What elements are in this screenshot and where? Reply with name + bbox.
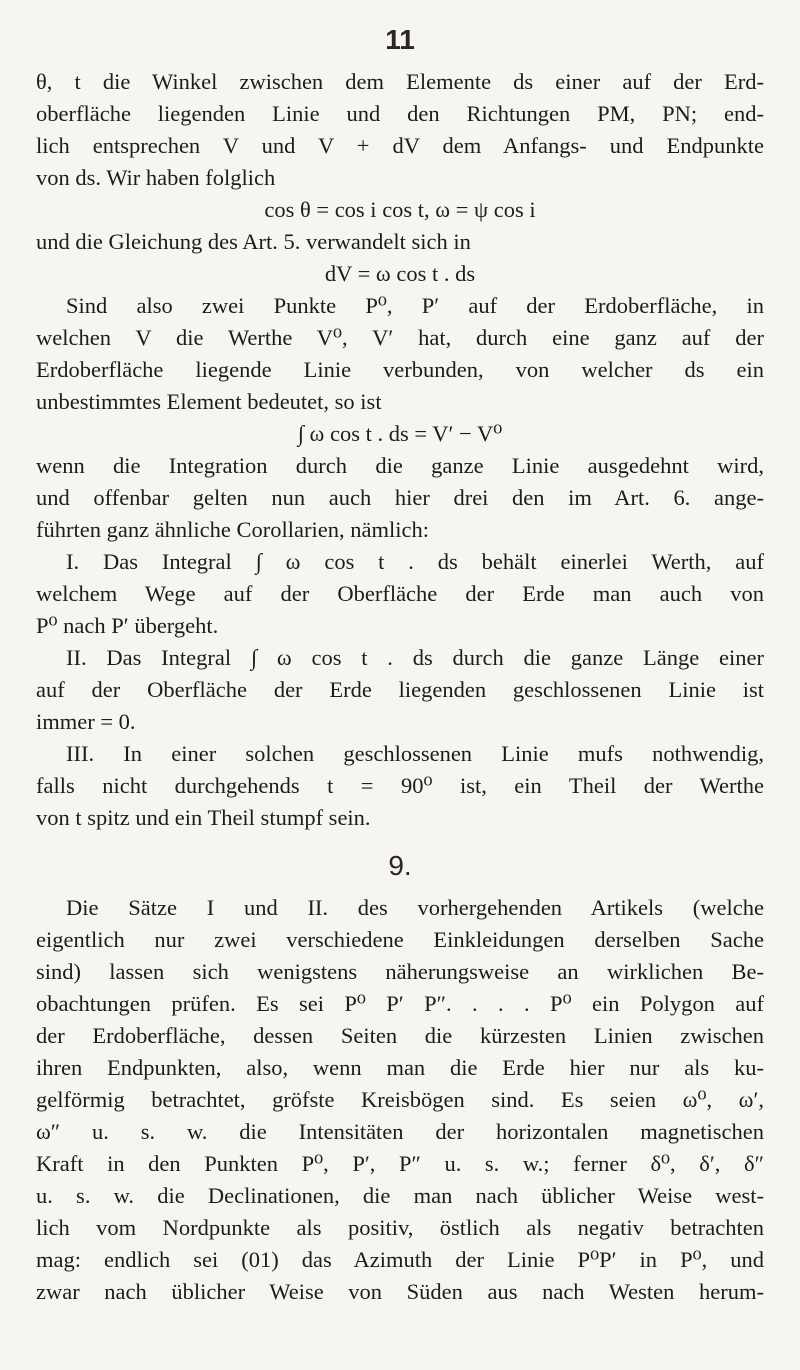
formula-line: dV = ω cos t . ds <box>324 261 476 286</box>
text-line: oberfläche liegenden Linie und den Richtungen PM, PN; end- <box>36 101 764 126</box>
text-line: wenn die Integration durch die ganze Linie ausgedehnt wird, <box>36 453 764 478</box>
text-line: obachtungen prüfen. Es sei P⁰ P′ P″. . . . P⁰ ein Polygon auf <box>36 991 764 1016</box>
text-line: II. Das Integral ∫ ω cos t . ds durch die ganze Länge einer <box>66 645 764 670</box>
text-line: welchen V die Werthe V⁰, V′ hat, durch eine ganz auf der <box>36 325 764 350</box>
text-line: sind) lassen sich wenigstens näherungsweise an wirklichen Be- <box>36 959 764 984</box>
text-line: unbestimmtes Element bedeutet, so ist <box>36 389 382 414</box>
text-line: I. Das Integral ∫ ω cos t . ds behält einerlei Werth, auf <box>66 549 764 574</box>
text-line: θ, t die Winkel zwischen dem Elemente ds einer auf der Erd- <box>36 69 764 94</box>
text-line: mag: endlich sei (01) das Azimuth der Linie P⁰P′ in P⁰, und <box>36 1247 764 1272</box>
text-line: zwar nach üblicher Weise von Süden aus nach Westen herum- <box>36 1279 764 1304</box>
text-line: falls nicht durchgehends t = 90⁰ ist, ein Theil der Werthe <box>36 773 764 798</box>
text-line: auf der Oberfläche der Erde liegenden geschlossenen Linie ist <box>36 677 764 702</box>
text-line: der Erdoberfläche, dessen Seiten die kürzesten Linien zwischen <box>36 1023 764 1048</box>
text-line: Kraft in den Punkten P⁰, P′, P″ u. s. w.; ferner δ⁰, δ′, δ″ <box>36 1151 764 1176</box>
text-line: und die Gleichung des Art. 5. verwandelt sich in <box>36 229 471 254</box>
text-line: P⁰ nach P′ übergeht. <box>36 613 219 638</box>
text-line: lich vom Nordpunkte als positiv, östlich als negativ betrachten <box>36 1215 764 1240</box>
text-line: u. s. w. die Declinationen, die man nach üblicher Weise west- <box>36 1183 764 1208</box>
text-line: führten ganz ähnliche Corollarien, nämlich: <box>36 517 429 542</box>
formula-line: ∫ ω cos t . ds = V′ − V⁰ <box>297 421 503 446</box>
section-number: 9. <box>388 850 412 881</box>
text-line: ω″ u. s. w. die Intensitäten der horizontalen magnetischen <box>36 1119 764 1144</box>
text-line: lich entsprechen V und V + dV dem Anfangs- und Endpunkte <box>36 133 764 158</box>
text-line: und offenbar gelten nun auch hier drei den im Art. 6. ange- <box>36 485 764 510</box>
text-line: gelförmig betrachtet, gröfste Kreisbögen sind. Es seien ω⁰, ω′, <box>36 1087 764 1112</box>
book-page <box>36 20 764 1308</box>
text-line: von ds. Wir haben folglich <box>36 165 276 190</box>
page-text <box>36 66 764 1308</box>
text-line: ihren Endpunkten, also, wenn man die Erde hier nur als ku- <box>36 1055 764 1080</box>
text-line: III. In einer solchen geschlossenen Linie mufs nothwendig, <box>66 741 764 766</box>
text-line: welchem Wege auf der Oberfläche der Erde man auch von <box>36 581 764 606</box>
text-line: eigentlich nur zwei verschiedene Einkleidungen derselben Sache <box>36 927 764 952</box>
page-number: 11 <box>385 24 415 55</box>
text-line: von t spitz und ein Theil stumpf sein. <box>36 805 371 830</box>
text-line: Die Sätze I und II. des vorhergehenden Artikels (welche <box>66 895 764 920</box>
text-line: Erdoberfläche liegende Linie verbunden, von welcher ds ein <box>36 357 764 382</box>
text-line: Sind also zwei Punkte P⁰, P′ auf der Erdoberfläche, in <box>66 293 764 318</box>
formula-line: cos θ = cos i cos t, ω = ψ cos i <box>264 197 536 222</box>
text-line: immer = 0. <box>36 709 136 734</box>
